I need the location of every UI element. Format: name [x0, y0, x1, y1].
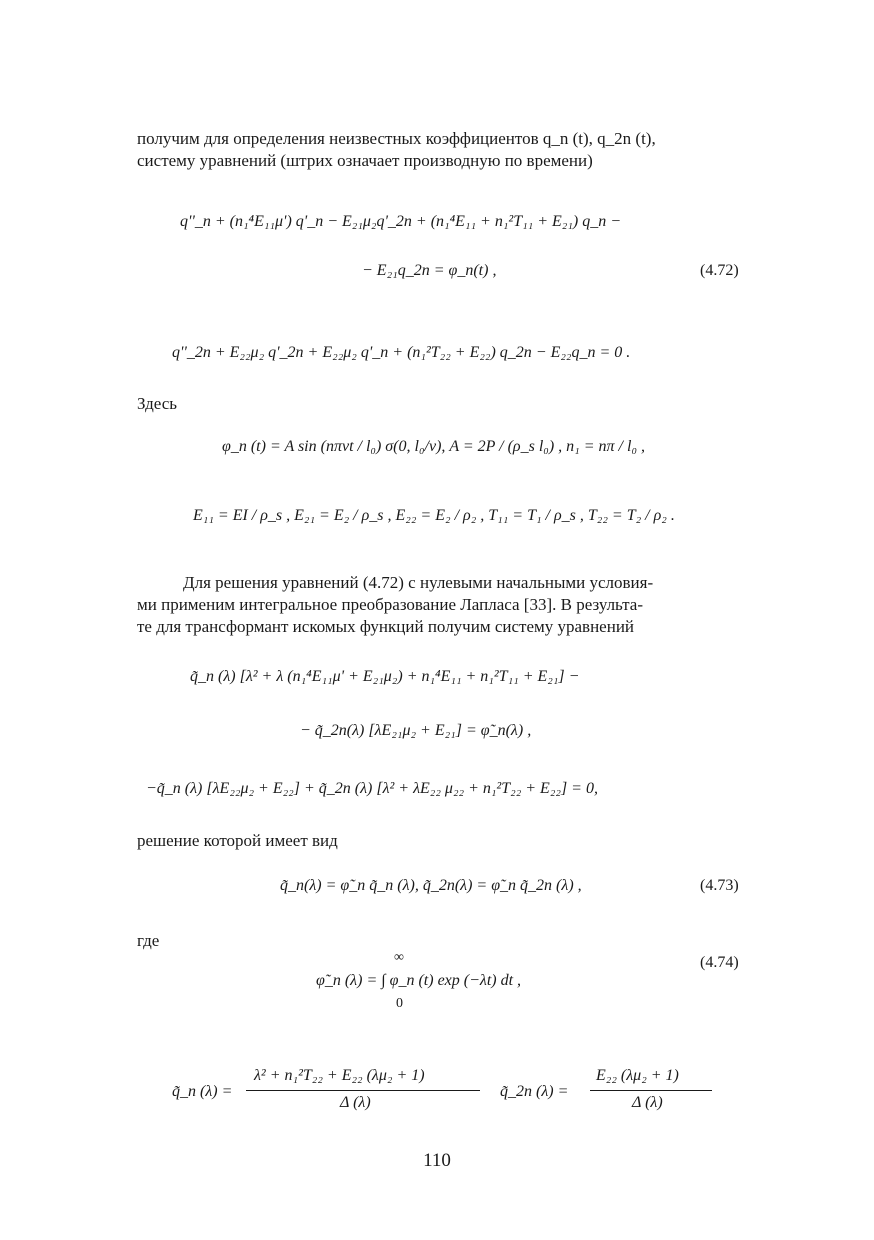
para2-line-1: Для решения уравнений (4.72) с нулевыми начальными условия-	[183, 573, 654, 592]
para2-line-2: ми применим интегральное преобразование Лапласа [33]. В результа-	[137, 595, 644, 614]
equation-4-72-line-3: q''_2n + E₂₂μ₂ q'_2n + E₂₂μ₂ q'_n + (n₁²T₂₂ + E₂₂) q_2n − E₂₂q_n = 0 .	[172, 344, 631, 361]
final-right-fraction-bar	[590, 1090, 712, 1091]
final-left-denominator: Δ (λ)	[340, 1094, 371, 1111]
final-right-numerator: E₂₂ (λμ₂ + 1)	[596, 1067, 679, 1084]
final-left-numerator: λ² + n₁²T₂₂ + E₂₂ (λμ₂ + 1)	[254, 1067, 425, 1084]
solution-intro: решение которой имеет вид	[137, 831, 338, 850]
equation-number-4-73: (4.73)	[700, 877, 739, 894]
final-left-fraction-bar	[246, 1090, 480, 1091]
integral-upper-limit: ∞	[394, 950, 404, 965]
final-left-lhs: q̃_n (λ) =	[172, 1083, 233, 1100]
definition-line-2: E₁₁ = EI / ρ_s , E₂₁ = E₂ / ρ_s , E₂₂ = E₂ / ρ₂ , T₁₁ = T₁ / ρ_s , T₂₂ = T₂ / ρ₂ .	[193, 507, 675, 524]
equation-4-73: q̃_n(λ) = φ̃_n q̃_n (λ), q̃_2n(λ) = φ̃_n q̃_2n (λ) ,	[280, 877, 582, 894]
final-right-lhs: q̃_2n (λ) =	[500, 1083, 569, 1100]
laplace-equation-line-3: −q̃_n (λ) [λE₂₂μ₂ + E₂₂] + q̃_2n (λ) [λ² + λE₂₂ μ₂₂ + n₁²T₂₂ + E₂₂] = 0,	[146, 780, 598, 797]
laplace-equation-line-2: − q̃_2n(λ) [λE₂₁μ₂ + E₂₁] = φ̃_n(λ) ,	[300, 722, 532, 739]
intro-paragraph	[137, 128, 749, 172]
equation-4-72-line-2: − E₂₁q_2n = φ_n(t) ,	[362, 262, 497, 279]
equation-4-72-line-1: q''_n + (n₁⁴E₁₁μ') q'_n − E₂₁μ₂q'_2n + (n₁⁴E₁₁ + n₁²T₁₁ + E₂₁) q_n −	[180, 213, 622, 230]
equation-number-4-72: (4.72)	[700, 262, 739, 279]
intro-line-1: получим для определения неизвестных коэффициентов q_n (t), q_2n (t),	[137, 129, 656, 148]
gde-label: где	[137, 931, 160, 950]
intro-line-2: систему уравнений (штрих означает производную по времени)	[137, 151, 593, 170]
page-number: 110	[423, 1150, 451, 1171]
para2-line-3: те для трансформант искомых функций получим систему уравнений	[137, 617, 635, 636]
equation-number-4-74: (4.74)	[700, 954, 739, 971]
zdes-label: Здесь	[137, 394, 178, 413]
integral-lower-limit: 0	[396, 996, 403, 1011]
definition-line-1: φ_n (t) = A sin (nπvt / l₀) σ(0, l₀/v), A = 2P / (ρ_s l₀) , n₁ = nπ / l₀ ,	[222, 438, 645, 455]
final-right-denominator: Δ (λ)	[632, 1094, 663, 1111]
laplace-paragraph	[137, 572, 749, 638]
equation-4-74: φ̃_n (λ) = ∫ φ_n (t) exp (−λt) dt ,	[316, 972, 522, 989]
laplace-equation-line-1: q̃_n (λ) [λ² + λ (n₁⁴E₁₁μ' + E₂₁μ₂) + n₁⁴E₁₁ + n₁²T₁₁ + E₂₁] −	[190, 668, 580, 685]
